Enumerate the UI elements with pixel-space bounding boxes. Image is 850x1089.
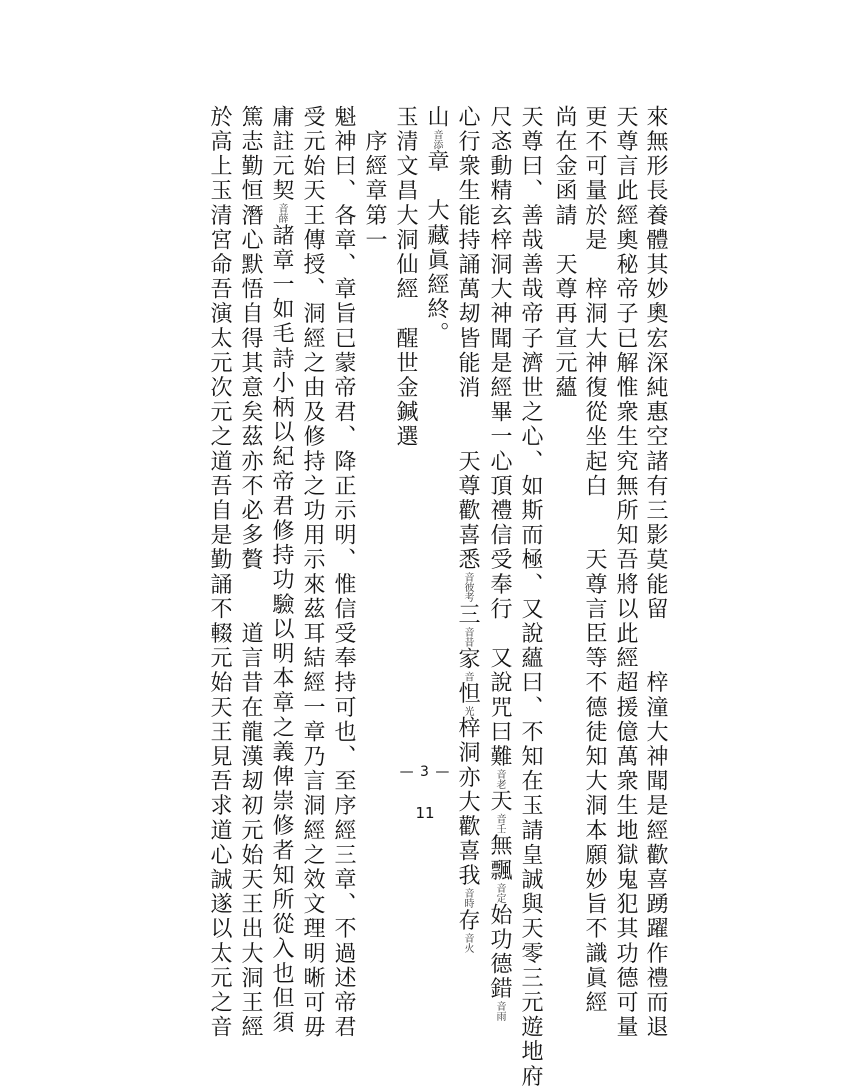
text-column-1: 來無形長養體其妙奧宏深純惠空諸有三影莫能留 梓潼大神聞是經歡喜踴躍作禮而退: [643, 105, 668, 1040]
pronunciation-gloss: 音昔: [462, 627, 473, 648]
column-13-text: 庸註元契: [269, 105, 294, 204]
column-7-text-2: 三: [455, 602, 480, 628]
pronunciation-gloss: 音壬: [494, 813, 505, 834]
text-column-13: [266, 105, 296, 1035]
book-title: 玉清文昌大洞仙經 醒世金鍼選: [393, 105, 418, 450]
column-7-text: 心行衆生能持誦萬刼皆能消 天尊歡喜悉: [455, 105, 480, 573]
text-column-14: 篤志勤恒潛心默悟自得其意矣茲亦不必多贅 道言昔在龍漢刼初元始天王出大洞王經: [238, 105, 263, 1040]
pronunciation-gloss: 音雨: [494, 1001, 505, 1022]
pronunciation-gloss: 光: [462, 706, 473, 717]
text-column-2: 天尊言此經奧秘帝子已解惟衆生究無所知吾將以此經超援億萬衆生地獄鬼犯其功德可量: [613, 105, 638, 1040]
column-7-text-3: 家: [455, 647, 480, 672]
pronunciation-gloss: 音彼考: [462, 572, 473, 603]
text-column-7: [452, 105, 482, 953]
column-6-text: 尺忞動精玄梓洞大神聞是經畢一心頂禮信受奉行 又說咒曰難: [487, 105, 512, 770]
column-13-text-2: 諸章一如毛詩小柄以紀帝君修持功驗以明本章之義俾崇修者知所從入也但須: [269, 223, 294, 1036]
column-8-text: 山: [424, 105, 449, 130]
pronunciation-gloss: 音老: [494, 769, 505, 790]
text-column-11: 魁神曰、各章、章旨已蒙帝君、降正示明、惟信受奉持可也、至序經三章、不過述帝君: [331, 105, 356, 1040]
column-6-text-4: 始功德錯: [487, 903, 512, 1002]
text-column-15: 於高上玉清宮命吾演太元次元之道吾自是勤誦不輟元始天王見吾求道心誠遂以太元之音: [207, 105, 232, 1040]
chapter-heading: 序經章第一: [362, 105, 387, 253]
pronunciation-gloss: 音: [462, 671, 473, 682]
page-marker: — 3 —: [399, 764, 451, 780]
pronunciation-gloss: 音添: [431, 129, 442, 150]
text-column-8: [421, 105, 451, 346]
column-6-text-3: 無飄: [487, 833, 512, 884]
column-6-text-2: 天: [487, 789, 512, 814]
pronunciation-gloss: 音火: [462, 933, 473, 954]
column-7-text-4: 怛: [455, 681, 480, 707]
pronunciation-gloss: 音時: [462, 888, 473, 909]
text-column-5: 天尊曰、善哉善哉帝子濟世之心、如斯而極、又說蘊曰、不知在玉請皇誠與天零三元遊地府: [518, 105, 543, 1089]
pronunciation-gloss: 音薛: [276, 203, 287, 224]
text-column-3: 更不可量於是 梓洞大神復從坐起白 天尊言臣等不德徒知大洞本願妙旨不識眞經: [582, 105, 607, 1016]
text-column-12: 受元始天王傳授、洞經之由及修持之功用示來茲耳結經一章乃言洞經之效文理明晰可毋: [300, 105, 325, 1040]
pronunciation-gloss: 音定: [494, 883, 505, 904]
column-7-text-6: 存: [455, 908, 480, 934]
text-column-4: 尚在金函請 天尊再宣元蘊: [552, 105, 577, 401]
text-column-6: [484, 105, 514, 1021]
page-number: 11: [415, 804, 435, 822]
column-8-text-2: 章 大藏眞經終。: [424, 149, 449, 347]
column-7-text-5: 梓洞亦大歡喜我: [455, 716, 480, 889]
